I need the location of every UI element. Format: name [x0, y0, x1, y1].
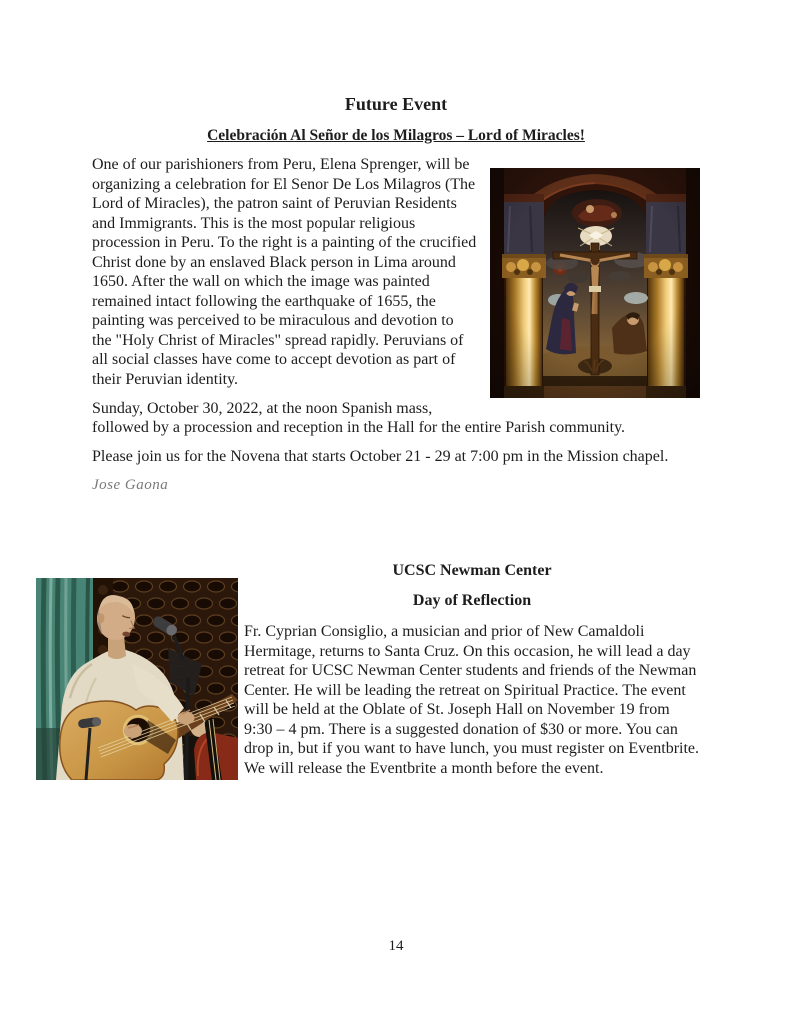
future-event-title: Future Event [344, 94, 448, 114]
author-signature: Jose Gaona [92, 477, 169, 493]
newman-center-section [36, 561, 700, 778]
fr-cyprian-photo-image [36, 578, 238, 780]
page-number: 14 [388, 938, 404, 954]
painting-image-frame [490, 168, 700, 398]
page-footer [0, 938, 792, 955]
lord-of-miracles-painting-image [490, 168, 700, 398]
day-of-reflection-subtitle: Day of Reflection [412, 592, 532, 609]
future-event-paragraph-2: Sunday, October 30, 2022, at the noon Spanish mass, followed by a procession and reception in the Hall for the entire Parish community. [92, 399, 626, 436]
newman-center-title: UCSC Newman Center [392, 562, 552, 579]
newman-center-paragraph: Fr. Cyprian Consiglio, a musician and prior of New Camaldoli Hermitage, returns to Santa Cruz. On this occasion, he will lead a day retreat for UCSC Newman Center students and friends of the Newman Center. He will be leading the retreat on Spiritual Practice. The event will be held at the Oblate of St. Joseph Hall on November 19 from 9:30 – 4 pm. There is a suggested donation of $30 or more. You can drop in, but if you want to have lunch, you must register on Eventbrite. We will release the Eventbrite a month before the event. [244, 623, 700, 777]
future-event-paragraph-3: Please join us for the Novena that starts October 21 - 29 at 7:00 pm in the Mission chapel. [92, 448, 669, 465]
future-event-paragraph-1: One of our parishioners from Peru, Elena Sprenger, will be organizing a celebration for El Senor De Los Milagros (The Lord of Miracles), the patron saint of Peruvian Residents and Immigrants. This is the most popular religious procession in Peru. To the right is a painting of the crucified Christ done by an enslaved Black person in Lima around 1650. After the wall on which the image was painted remained intact following the earthquake of 1655, the painting was perceived to be miraculous and devotion to the "Holy Christ of Miracles" spread rapidly. Peruvians of all social classes have come to accept devotion as part of their Peruvian identity. [92, 156, 477, 388]
photo-image-frame [36, 578, 238, 780]
future-event-subtitle: Celebración Al Señor de los Milagros – Lord of Miracles! [207, 127, 585, 144]
future-event-section [92, 0, 700, 495]
